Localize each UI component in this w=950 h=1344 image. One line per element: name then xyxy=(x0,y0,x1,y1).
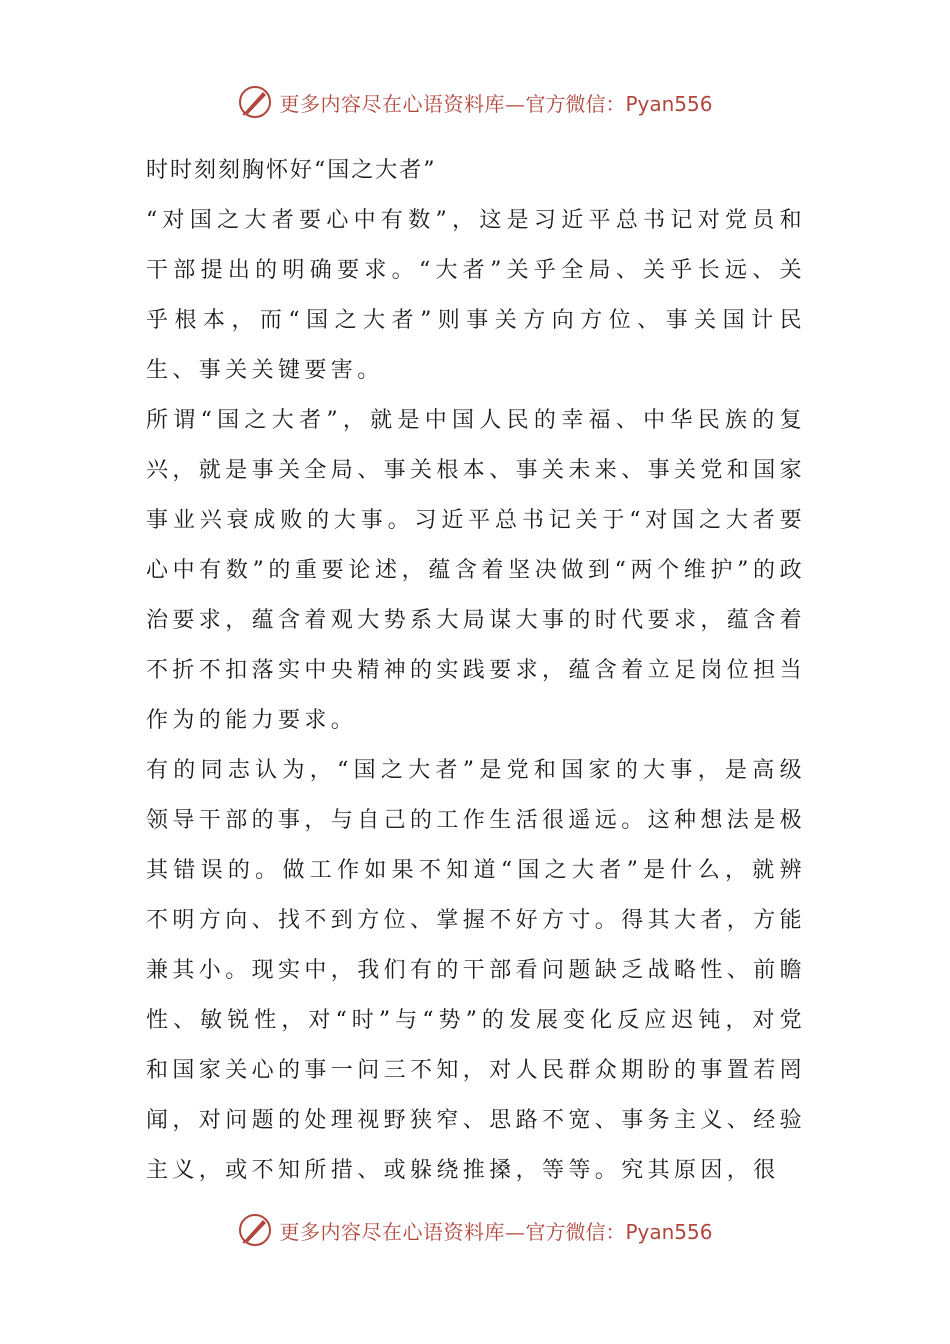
footer-contact-text: 官方微信：Pyan556 xyxy=(525,1219,713,1244)
footer-banner xyxy=(0,1210,950,1250)
header-banner xyxy=(0,82,950,122)
header-contact-text: 官方微信：Pyan556 xyxy=(525,91,713,116)
footer-brand-text: 更多内容尽在心语资料库— xyxy=(279,1219,526,1244)
document-title: 时时刻刻胸怀好“国之大者” xyxy=(146,158,437,183)
paragraph-1: “对国之大者要心中有数”，这是习近平总书记对党员和干部提出的明确要求。“大者”关乎全局、关乎长远、关乎根本，而“国之大者”则事关方向方位、事关国计民生、事关关键要害。 xyxy=(146,208,806,383)
quill-logo-icon xyxy=(237,84,273,120)
quill-logo-icon xyxy=(237,1212,273,1248)
document-body xyxy=(146,146,806,1196)
paragraph-3: 有的同志认为，“国之大者”是党和国家的大事，是高级领导干部的事，与自己的工作生活很遥远。这种想法是极其错误的。做工作如果不知道“国之大者”是什么，就辨不明方向、找不到方位、掌握不好方寸。得其大者，方能兼其小。现实中，我们有的干部看问题缺乏战略性、前瞻性、敏锐性，对“时”与“势”的发展变化反应迟钝，对党和国家关心的事一问三不知，对人民群众期盼的事置若罔闻，对问题的处理视野狭窄、思路不宽、事务主义、经验主义，或不知所措、或躲绕推搡，等等。究其原因，很 xyxy=(146,758,807,1183)
paragraph-2: 所谓“国之大者”，就是中国人民的幸福、中华民族的复兴，就是事关全局、事关根本、事关未来、事关党和国家事业兴衰成败的大事。习近平总书记关于“对国之大者要心中有数”的重要论述，蕴含着坚决做到“两个维护”的政治要求，蕴含着观大势系大局谋大事的时代要求，蕴含着不折不扣落实中央精神的实践要求，蕴含着立足岗位担当作为的能力要求。 xyxy=(146,408,807,733)
header-brand-text: 更多内容尽在心语资料库— xyxy=(279,91,526,116)
